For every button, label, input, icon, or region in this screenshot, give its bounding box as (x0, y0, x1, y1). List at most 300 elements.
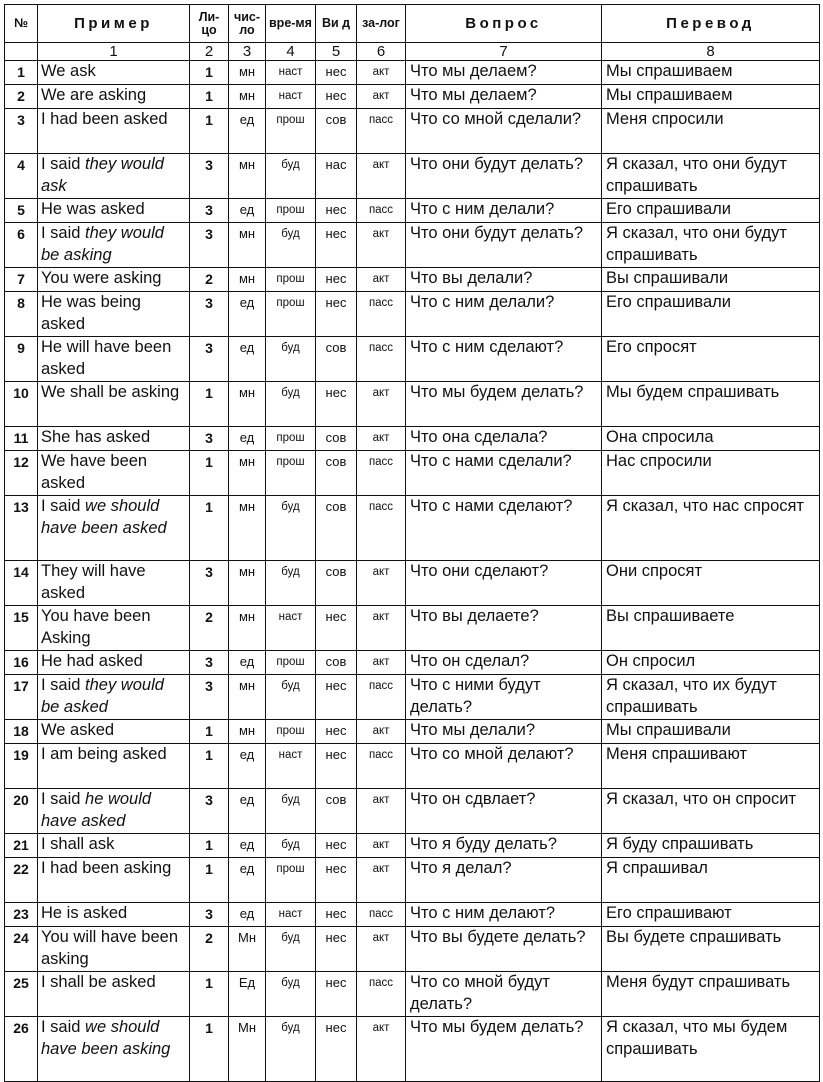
example-text: I had been asking (41, 859, 172, 877)
example-text: He is asked (41, 904, 128, 922)
header-person: Ли-цо (190, 5, 229, 43)
table-row (5, 720, 820, 744)
number-cell: мн (229, 720, 266, 744)
number-cell: мн (229, 675, 266, 720)
example-cell (38, 834, 190, 858)
person-cell: 3 (190, 651, 229, 675)
tense-cell: прош (266, 427, 316, 451)
tense-cell: буд (266, 561, 316, 606)
number-cell: ед (229, 744, 266, 789)
table-row (5, 675, 820, 720)
person-cell: 1 (190, 720, 229, 744)
number-cell: Мн (229, 1017, 266, 1082)
voice-cell: акт (357, 651, 406, 675)
table-row (5, 337, 820, 382)
tense-cell: прош (266, 720, 316, 744)
person-cell: 3 (190, 199, 229, 223)
tense-cell: буд (266, 154, 316, 199)
tense-cell: прош (266, 451, 316, 496)
voice-cell: акт (357, 720, 406, 744)
example-cell (38, 199, 190, 223)
column-number: 1 (38, 43, 190, 61)
column-number: 7 (406, 43, 602, 61)
number-cell: ед (229, 789, 266, 834)
row-number-cell: 23 (5, 903, 38, 927)
example-italic-text: they would be asked (41, 676, 164, 716)
translation-cell: Мы будем спрашивать (602, 382, 820, 427)
row-number-cell: 1 (5, 61, 38, 85)
translation-cell: Мы спрашивали (602, 720, 820, 744)
tense-cell: буд (266, 496, 316, 561)
table-row (5, 85, 820, 109)
example-cell (38, 85, 190, 109)
table-row (5, 789, 820, 834)
translation-cell: Я сказал, что он спросит (602, 789, 820, 834)
person-cell: 1 (190, 1017, 229, 1082)
person-cell: 3 (190, 675, 229, 720)
column-number: 8 (602, 43, 820, 61)
example-cell (38, 1017, 190, 1082)
example-text: He was being asked (41, 293, 141, 333)
number-cell: мн (229, 496, 266, 561)
aspect-cell: нас (316, 154, 357, 199)
translation-cell: Я сказал, что они будут спрашивать (602, 154, 820, 199)
number-cell: мн (229, 451, 266, 496)
example-cell (38, 675, 190, 720)
number-cell: мн (229, 268, 266, 292)
tense-cell: прош (266, 199, 316, 223)
aspect-cell: сов (316, 789, 357, 834)
table-row (5, 606, 820, 651)
example-cell (38, 61, 190, 85)
voice-cell: акт (357, 858, 406, 903)
tense-cell: прош (266, 109, 316, 154)
aspect-cell: нес (316, 903, 357, 927)
question-cell: Что вы будете делать? (406, 927, 602, 972)
translation-cell: Вы спрашиваете (602, 606, 820, 651)
aspect-cell: сов (316, 337, 357, 382)
translation-cell: Она спросила (602, 427, 820, 451)
row-number-cell: 14 (5, 561, 38, 606)
translation-cell: Я буду спрашивать (602, 834, 820, 858)
row-number-cell: 13 (5, 496, 38, 561)
translation-cell: Его спросят (602, 337, 820, 382)
aspect-cell: сов (316, 561, 357, 606)
person-cell: 3 (190, 337, 229, 382)
translation-cell: Они спросят (602, 561, 820, 606)
row-number-cell: 8 (5, 292, 38, 337)
tense-cell: буд (266, 834, 316, 858)
question-cell: Что она сделала? (406, 427, 602, 451)
question-cell: Что он сдвлает? (406, 789, 602, 834)
example-text: You were asking (41, 269, 162, 287)
header-translation: Перевод (602, 5, 820, 43)
question-cell: Что со мной сделали? (406, 109, 602, 154)
column-number (5, 43, 38, 61)
translation-cell: Вы спрашивали (602, 268, 820, 292)
row-number-cell: 24 (5, 927, 38, 972)
example-text: I said (41, 790, 86, 808)
aspect-cell: нес (316, 834, 357, 858)
table-row (5, 972, 820, 1017)
example-text: We are asking (41, 86, 147, 104)
row-number-cell: 16 (5, 651, 38, 675)
table-row (5, 651, 820, 675)
number-cell: ед (229, 337, 266, 382)
example-text: You have been Asking (41, 607, 151, 647)
number-cell: ед (229, 292, 266, 337)
number-cell: ед (229, 834, 266, 858)
number-cell: мн (229, 61, 266, 85)
table-row (5, 834, 820, 858)
example-text: He had asked (41, 652, 143, 670)
tense-cell: буд (266, 223, 316, 268)
question-cell: Что вы делали? (406, 268, 602, 292)
tense-cell: наст (266, 85, 316, 109)
number-cell: ед (229, 858, 266, 903)
column-number-row (5, 43, 820, 61)
voice-cell: акт (357, 606, 406, 651)
voice-cell: пасс (357, 337, 406, 382)
tense-cell: прош (266, 268, 316, 292)
table-row (5, 858, 820, 903)
person-cell: 1 (190, 834, 229, 858)
table-row (5, 199, 820, 223)
example-text: They will have asked (41, 562, 146, 602)
row-number-cell: 20 (5, 789, 38, 834)
example-cell (38, 927, 190, 972)
row-number-cell: 11 (5, 427, 38, 451)
aspect-cell: сов (316, 651, 357, 675)
voice-cell: пасс (357, 109, 406, 154)
person-cell: 1 (190, 382, 229, 427)
translation-cell: Его спрашивали (602, 199, 820, 223)
number-cell: мн (229, 382, 266, 427)
person-cell: 1 (190, 858, 229, 903)
column-number: 4 (266, 43, 316, 61)
row-number-cell: 21 (5, 834, 38, 858)
example-text: We have been asked (41, 452, 148, 492)
example-cell (38, 382, 190, 427)
table-row (5, 903, 820, 927)
question-cell: Что они сделают? (406, 561, 602, 606)
person-cell: 3 (190, 292, 229, 337)
person-cell: 3 (190, 154, 229, 199)
example-cell (38, 789, 190, 834)
example-cell (38, 109, 190, 154)
table-row (5, 382, 820, 427)
question-cell: Что мы делаем? (406, 61, 602, 85)
voice-cell: пасс (357, 292, 406, 337)
example-text: He will have been asked (41, 338, 172, 378)
voice-cell: акт (357, 927, 406, 972)
example-cell (38, 268, 190, 292)
aspect-cell: нес (316, 744, 357, 789)
row-number-cell: 6 (5, 223, 38, 268)
number-cell: мн (229, 561, 266, 606)
example-text: I shall ask (41, 835, 115, 853)
tense-cell: наст (266, 903, 316, 927)
aspect-cell: нес (316, 927, 357, 972)
question-cell: Что я делал? (406, 858, 602, 903)
tense-cell: буд (266, 789, 316, 834)
example-italic-text: we should have been asked (41, 497, 167, 537)
number-cell: мн (229, 606, 266, 651)
aspect-cell: нес (316, 858, 357, 903)
person-cell: 1 (190, 972, 229, 1017)
aspect-cell: нес (316, 382, 357, 427)
example-cell (38, 561, 190, 606)
row-number-cell: 17 (5, 675, 38, 720)
aspect-cell: нес (316, 61, 357, 85)
question-cell: Что они будут делать? (406, 154, 602, 199)
example-cell (38, 858, 190, 903)
question-cell: Что с ним делают? (406, 903, 602, 927)
voice-cell: акт (357, 1017, 406, 1082)
row-number-cell: 19 (5, 744, 38, 789)
example-text: I said (41, 1018, 86, 1036)
tense-cell: буд (266, 337, 316, 382)
person-cell: 3 (190, 427, 229, 451)
example-cell (38, 972, 190, 1017)
translation-cell: Я спрашивал (602, 858, 820, 903)
aspect-cell: сов (316, 496, 357, 561)
row-number-cell: 9 (5, 337, 38, 382)
example-text: He was asked (41, 200, 145, 218)
table-row (5, 561, 820, 606)
row-number-cell: 18 (5, 720, 38, 744)
column-number: 2 (190, 43, 229, 61)
table-row (5, 268, 820, 292)
row-number-cell: 22 (5, 858, 38, 903)
table-row (5, 496, 820, 561)
voice-cell: акт (357, 789, 406, 834)
example-italic-text: he would have asked (41, 790, 152, 830)
translation-cell: Я сказал, что нас спросят (602, 496, 820, 561)
example-text: I said (41, 155, 86, 173)
example-text: I am being asked (41, 745, 167, 763)
translation-cell: Я сказал, что мы будем спрашивать (602, 1017, 820, 1082)
question-cell: Что со мной делают? (406, 744, 602, 789)
number-cell: ед (229, 903, 266, 927)
tense-cell: буд (266, 927, 316, 972)
number-cell: мн (229, 223, 266, 268)
example-text: We shall be asking (41, 383, 180, 401)
number-cell: ед (229, 109, 266, 154)
person-cell: 3 (190, 223, 229, 268)
person-cell: 2 (190, 606, 229, 651)
table-row (5, 292, 820, 337)
voice-cell: акт (357, 561, 406, 606)
tense-cell: прош (266, 858, 316, 903)
question-cell: Что с ним делали? (406, 199, 602, 223)
voice-cell: пасс (357, 199, 406, 223)
example-cell (38, 292, 190, 337)
example-text: She has asked (41, 428, 151, 446)
aspect-cell: сов (316, 109, 357, 154)
translation-cell: Меня спрашивают (602, 744, 820, 789)
translation-cell: Меня спросили (602, 109, 820, 154)
aspect-cell: нес (316, 606, 357, 651)
tense-cell: буд (266, 972, 316, 1017)
number-cell: Ед (229, 972, 266, 1017)
person-cell: 1 (190, 61, 229, 85)
aspect-cell: нес (316, 675, 357, 720)
example-cell (38, 427, 190, 451)
voice-cell: акт (357, 61, 406, 85)
example-text: I shall be asked (41, 973, 156, 991)
voice-cell: пасс (357, 903, 406, 927)
translation-cell: Вы будете спрашивать (602, 927, 820, 972)
example-cell (38, 903, 190, 927)
number-cell: мн (229, 154, 266, 199)
person-cell: 3 (190, 561, 229, 606)
person-cell: 2 (190, 268, 229, 292)
voice-cell: пасс (357, 675, 406, 720)
example-italic-text: we should have been asking (41, 1018, 171, 1058)
translation-cell: Мы спрашиваем (602, 85, 820, 109)
row-number-cell: 25 (5, 972, 38, 1017)
example-text: I said (41, 676, 86, 694)
translation-cell: Его спрашивают (602, 903, 820, 927)
column-number: 6 (357, 43, 406, 61)
tense-cell: прош (266, 651, 316, 675)
example-cell (38, 154, 190, 199)
person-cell: 1 (190, 496, 229, 561)
row-number-cell: 3 (5, 109, 38, 154)
grammar-table (4, 4, 820, 1082)
header-number: чис-ло (229, 5, 266, 43)
person-cell: 3 (190, 903, 229, 927)
aspect-cell: нес (316, 85, 357, 109)
example-cell (38, 720, 190, 744)
voice-cell: акт (357, 223, 406, 268)
person-cell: 1 (190, 451, 229, 496)
person-cell: 2 (190, 927, 229, 972)
question-cell: Что со мной будут делать? (406, 972, 602, 1017)
translation-cell: Он спросил (602, 651, 820, 675)
question-cell: Что мы будем делать? (406, 382, 602, 427)
column-number: 5 (316, 43, 357, 61)
question-cell: Что мы делали? (406, 720, 602, 744)
example-cell (38, 451, 190, 496)
number-cell: ед (229, 651, 266, 675)
translation-cell: Мы спрашиваем (602, 61, 820, 85)
question-cell: Что я буду делать? (406, 834, 602, 858)
row-number-cell: 10 (5, 382, 38, 427)
tense-cell: наст (266, 606, 316, 651)
table-row (5, 927, 820, 972)
number-cell: ед (229, 427, 266, 451)
table-body (5, 61, 820, 1082)
tense-cell: буд (266, 675, 316, 720)
translation-cell: Я сказал, что их будут спрашивать (602, 675, 820, 720)
header-no: № (5, 5, 38, 43)
example-cell (38, 337, 190, 382)
voice-cell: пасс (357, 972, 406, 1017)
aspect-cell: нес (316, 199, 357, 223)
voice-cell: акт (357, 154, 406, 199)
row-number-cell: 4 (5, 154, 38, 199)
person-cell: 3 (190, 789, 229, 834)
translation-cell: Я сказал, что они будут спрашивать (602, 223, 820, 268)
person-cell: 1 (190, 744, 229, 789)
row-number-cell: 12 (5, 451, 38, 496)
example-cell (38, 651, 190, 675)
question-cell: Что с нами сделали? (406, 451, 602, 496)
header-row (5, 5, 820, 43)
row-number-cell: 15 (5, 606, 38, 651)
table-row (5, 427, 820, 451)
table-row (5, 61, 820, 85)
question-cell: Что мы будем делать? (406, 1017, 602, 1082)
example-cell (38, 744, 190, 789)
aspect-cell: сов (316, 427, 357, 451)
tense-cell: прош (266, 292, 316, 337)
table-row (5, 109, 820, 154)
example-text: We asked (41, 721, 115, 739)
tense-cell: наст (266, 744, 316, 789)
example-cell (38, 223, 190, 268)
aspect-cell: нес (316, 972, 357, 1017)
question-cell: Что он сделал? (406, 651, 602, 675)
tense-cell: наст (266, 61, 316, 85)
table-row (5, 744, 820, 789)
voice-cell: акт (357, 85, 406, 109)
voice-cell: пасс (357, 451, 406, 496)
aspect-cell: сов (316, 451, 357, 496)
example-cell (38, 606, 190, 651)
example-italic-text: they would be asking (41, 224, 164, 264)
example-text: I had been asked (41, 110, 168, 128)
row-number-cell: 7 (5, 268, 38, 292)
example-text: I said (41, 497, 86, 515)
question-cell: Что вы делаете? (406, 606, 602, 651)
voice-cell: пасс (357, 496, 406, 561)
number-cell: Мн (229, 927, 266, 972)
aspect-cell: нес (316, 1017, 357, 1082)
example-text: You will have been asking (41, 928, 178, 968)
table-row (5, 223, 820, 268)
header-example: Пример (38, 5, 190, 43)
header-aspect: Ви д (316, 5, 357, 43)
row-number-cell: 5 (5, 199, 38, 223)
question-cell: Что с ними будут делать? (406, 675, 602, 720)
example-text: We ask (41, 62, 96, 80)
header-voice: за-лог (357, 5, 406, 43)
number-cell: мн (229, 85, 266, 109)
aspect-cell: нес (316, 292, 357, 337)
question-cell: Что мы делаем? (406, 85, 602, 109)
question-cell: Что с нами сделают? (406, 496, 602, 561)
page (4, 4, 819, 1082)
translation-cell: Меня будут спрашивать (602, 972, 820, 1017)
question-cell: Что с ним делали? (406, 292, 602, 337)
header-tense: вре-мя (266, 5, 316, 43)
example-cell (38, 496, 190, 561)
row-number-cell: 26 (5, 1017, 38, 1082)
table-row (5, 1017, 820, 1082)
example-text: I said (41, 224, 86, 242)
aspect-cell: нес (316, 720, 357, 744)
person-cell: 1 (190, 85, 229, 109)
aspect-cell: нес (316, 223, 357, 268)
question-cell: Что они будут делать? (406, 223, 602, 268)
row-number-cell: 2 (5, 85, 38, 109)
header-question: Вопрос (406, 5, 602, 43)
voice-cell: акт (357, 268, 406, 292)
aspect-cell: нес (316, 268, 357, 292)
